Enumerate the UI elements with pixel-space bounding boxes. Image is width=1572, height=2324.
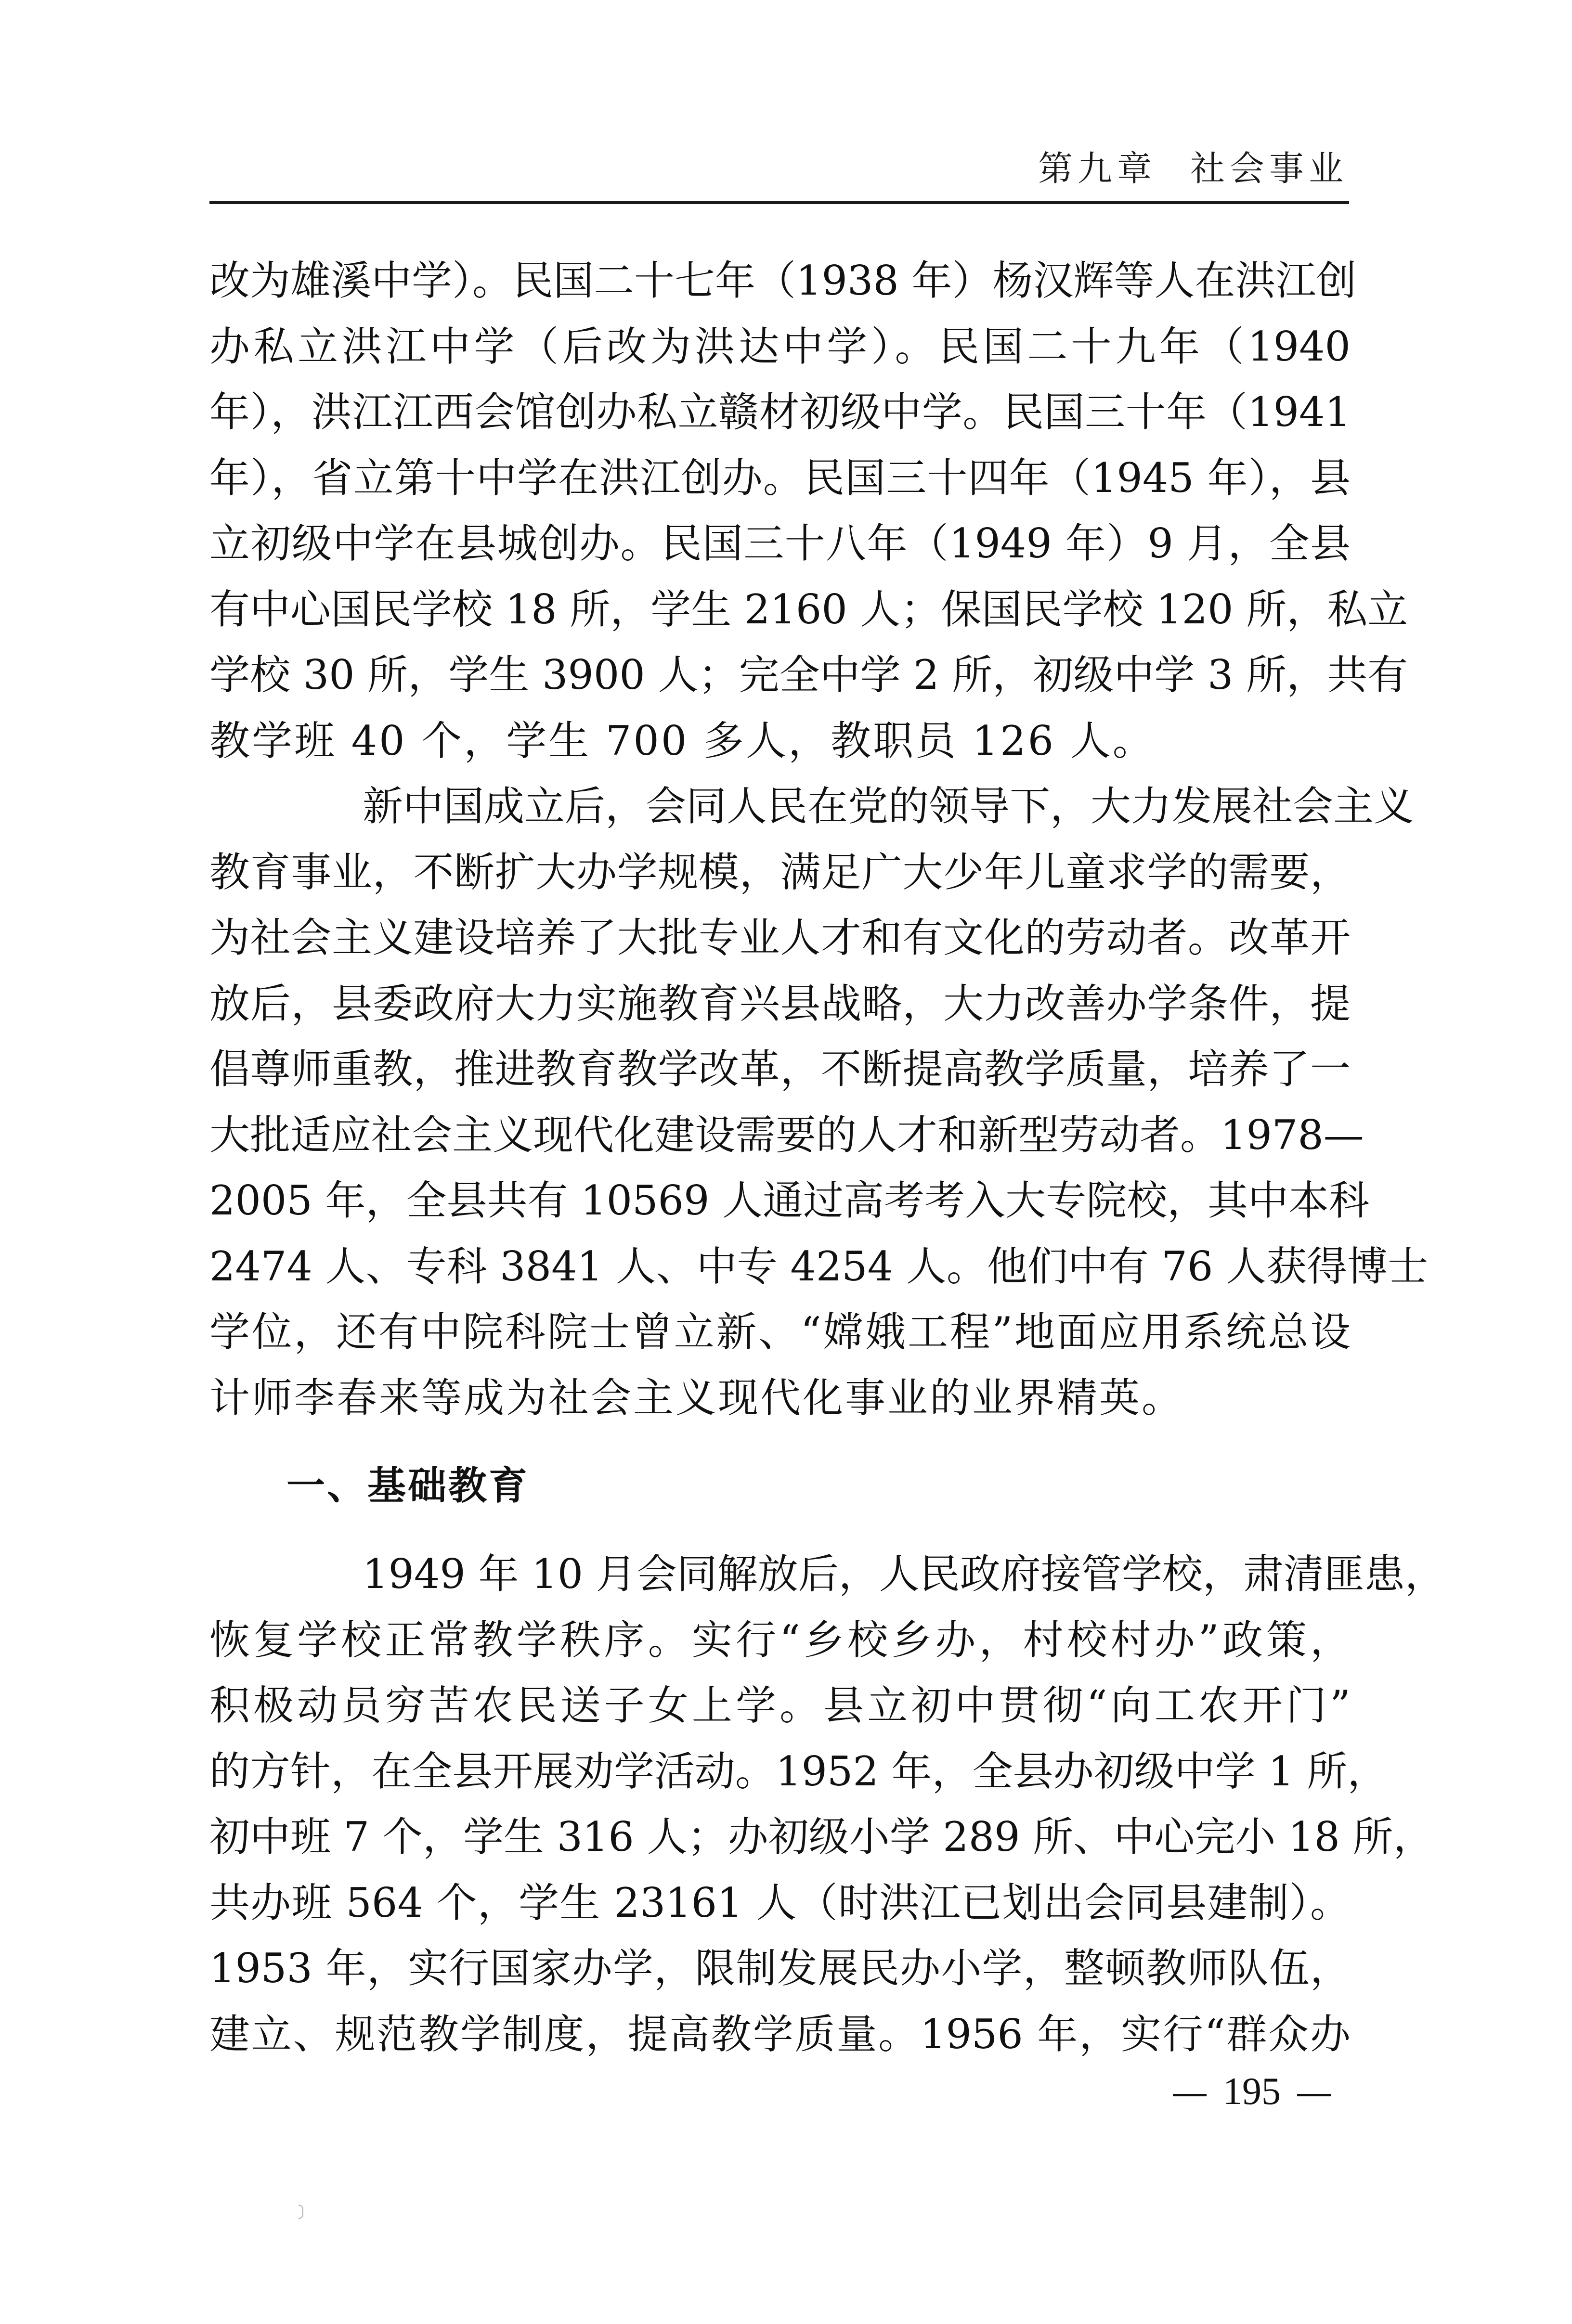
text-line: 的方针，在全县开展劝学活动。1952 年，全县办初级中学 1 所， <box>209 1747 1388 1795</box>
page-number-value: 195 <box>1223 2070 1281 2113</box>
text-line: 倡尊师重教，推进教育教学改革，不断提高教学质量，培养了一 <box>209 1046 1351 1093</box>
chapter-label: 第九章 <box>1038 148 1156 189</box>
text-line: 建立、规范教学制度，提高教学质量。1956 年，实行“群众办 <box>209 2010 1351 2058</box>
header-rule <box>209 201 1349 204</box>
text-line: 学位，还有中院科院士曾立新、“嫦娥工程”地面应用系统总设 <box>209 1308 1351 1356</box>
top-spacer <box>209 243 1351 248</box>
running-head <box>209 144 1348 193</box>
text-line: 有中心国民学校 18 所，学生 2160 人；保国民学校 120 所，私立 <box>209 585 1408 633</box>
chapter-title: 社会事业 <box>1190 148 1348 189</box>
text-line: 初中班 7 个，学生 316 人；办初级小学 289 所、中心完小 18 所， <box>209 1813 1434 1860</box>
text-line: 立初级中学在县城创办。民国三十八年（1949 年）9 月，全县 <box>209 520 1351 567</box>
text-line: 改为雄溪中学）。民国二十七年（1938 年）杨汉辉等人在洪江创 <box>209 257 1357 304</box>
text-line: 放后，县委政府大力实施教育兴县战略，大力改善办学条件，提 <box>209 980 1351 1027</box>
text-line: 计师李春来等成为社会主义现代化事业的业界精英。 <box>209 1374 1184 1421</box>
body-text <box>209 243 1445 2067</box>
text-line: 年），省立第十中学在洪江创办。民国三十四年（1945 年），县 <box>209 454 1351 502</box>
text-line: 新中国成立后，会同人民在党的领导下，大力发展社会主义 <box>363 783 1415 830</box>
text-line: 教学班 40 个，学生 700 多人，教职员 126 人。 <box>209 717 1155 764</box>
paragraph <box>209 1541 1445 2067</box>
text-line: 恢复学校正常教学秩序。实行“乡校乡办，村校村办”政策， <box>209 1616 1351 1664</box>
text-line: 为社会主义建设培养了大批专业人才和有文化的劳动者。改革开 <box>209 914 1351 961</box>
text-line: 学校 30 所，学生 3900 人；完全中学 2 所，初级中学 3 所，共有 <box>209 651 1408 698</box>
section-heading: 一、基础教育 <box>286 1463 529 1508</box>
scan-artifact <box>299 2205 303 2219</box>
text-line: 办私立洪江中学（后改为洪达中学）。民国二十九年（1940 <box>209 323 1351 370</box>
text-line: 年），洪江江西会馆创办私立赣材初级中学。民国三十年（1941 <box>209 388 1351 436</box>
paragraph <box>209 774 1429 1431</box>
text-line: 2005 年，全县共有 10569 人通过高考考入大专院校，其中本科 <box>209 1177 1370 1224</box>
page-number <box>1151 2065 1353 2118</box>
text-line: 2474 人、专科 3841 人、中专 4254 人。他们中有 76 人获得博士 <box>209 1242 1429 1290</box>
page-number-dash-right <box>1297 2094 1331 2096</box>
text-line: 1949 年 10 月会同解放后，人民政府接管学校，肃清匪患， <box>363 1550 1445 1598</box>
paragraph <box>209 248 1408 774</box>
text-line: 共办班 564 个，学生 23161 人（时洪江已划出会同县建制）。 <box>209 1879 1351 1926</box>
text-line: 1953 年，实行国家办学，限制发展民办小学，整顿教师队伍， <box>209 1945 1351 1992</box>
text-line: 积极动员穷苦农民送子女上学。县立初中贯彻“向工农开门” <box>209 1682 1351 1729</box>
text-line: 教育事业，不断扩大办学规模，满足广大少年儿童求学的需要， <box>209 848 1351 896</box>
page-number-dash-left <box>1173 2094 1207 2096</box>
text-line: 大批适应社会主义现代化建设需要的人才和新型劳动者。1978— <box>209 1111 1364 1159</box>
